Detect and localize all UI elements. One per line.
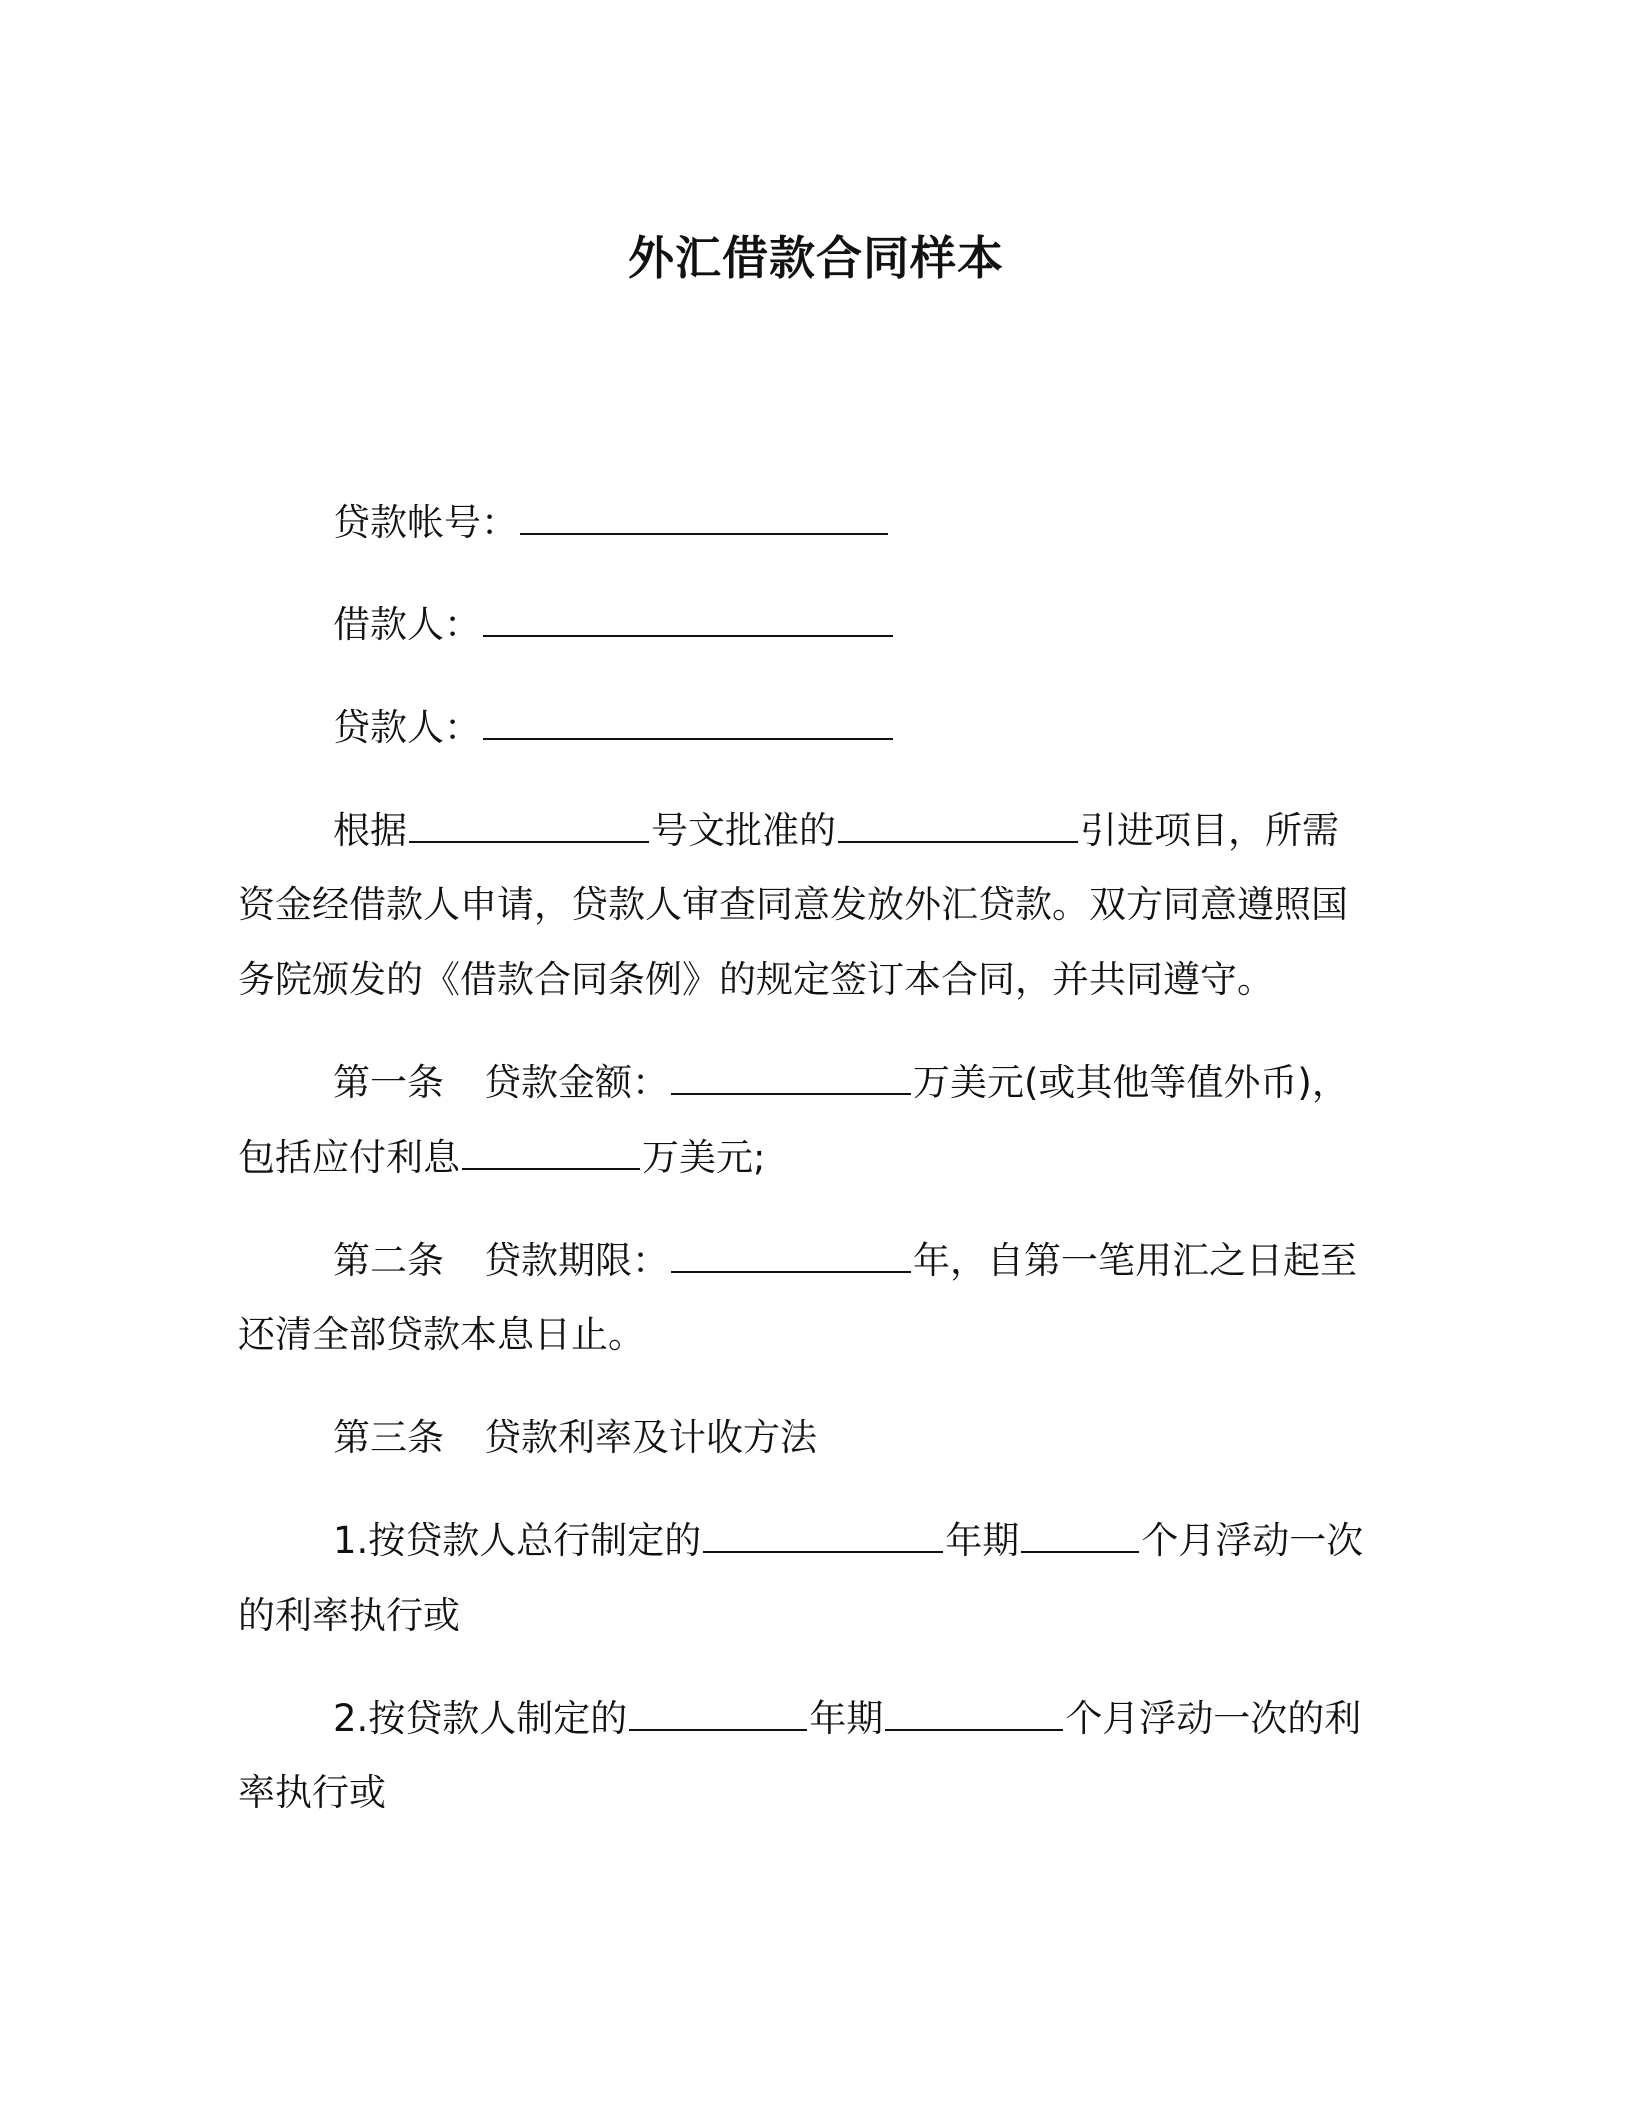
article-3-label: 贷款利率及计收方法	[484, 1416, 817, 1459]
preamble-text: 引进项目，所需	[1080, 809, 1339, 852]
float-months-blank-1	[1021, 1521, 1139, 1553]
loan-account-blank	[520, 503, 888, 535]
lender-rate-blank	[629, 1699, 807, 1731]
document-title: 外汇借款合同样本	[628, 231, 1004, 285]
lender-field	[333, 703, 895, 753]
article-1-text: 万美元(或其他等值外币)，	[913, 1061, 1349, 1104]
project-blank	[838, 811, 1078, 843]
lender-label: 贷款人：	[333, 706, 481, 749]
article-3-text: 1.按贷款人总行制定的	[333, 1519, 702, 1562]
loan-account-field	[333, 498, 890, 548]
article-2-label: 贷款期限：	[484, 1239, 669, 1282]
preamble-text: 根据	[333, 809, 407, 852]
borrower-field	[333, 600, 895, 650]
article-2-text: 年，自第一笔用汇之日起至	[913, 1239, 1357, 1282]
article-2-heading: 第二条	[333, 1239, 444, 1282]
preamble-text: 号文批准的	[651, 809, 836, 852]
preamble-line-3: 务院颁发的《借款合同条例》的规定签订本合同，并共同遵守。	[238, 958, 1274, 1001]
article-2-line-2: 还清全部贷款本息日止。	[238, 1313, 645, 1356]
article-1-text: 包括应付利息	[238, 1136, 460, 1179]
loan-term-blank	[671, 1241, 911, 1273]
borrower-label: 借款人：	[333, 603, 481, 646]
preamble-line-1	[333, 806, 1339, 856]
article-1-heading: 第一条	[333, 1061, 444, 1104]
float-months-blank-2	[885, 1699, 1063, 1731]
interest-amount-blank	[462, 1138, 640, 1170]
borrower-blank	[483, 605, 893, 637]
article-3-item-2-line-1	[333, 1694, 1361, 1744]
article-3-item-2-line-2: 率执行或	[238, 1771, 386, 1814]
article-3-heading: 第三条	[333, 1416, 444, 1459]
article-3-text: 年期	[945, 1519, 1020, 1562]
article-1-label: 贷款金额：	[484, 1061, 669, 1104]
article-3-item-1-line-1	[333, 1516, 1363, 1566]
head-office-rate-blank	[703, 1521, 943, 1553]
article-2-line-1	[333, 1236, 1357, 1286]
preamble-line-2: 资金经借款人申请，贷款人审查同意发放外汇贷款。双方同意遵照国	[238, 883, 1348, 926]
article-3-text: 个月浮动一次的利	[1065, 1697, 1362, 1740]
article-1-line-1	[333, 1058, 1349, 1108]
article-1-text: 万美元;	[642, 1136, 766, 1179]
article-3-text: 年期	[809, 1697, 884, 1740]
article-3-text: 2.按贷款人制定的	[333, 1697, 628, 1740]
loan-amount-blank	[671, 1063, 911, 1095]
lender-blank	[483, 708, 893, 740]
article-3-text: 个月浮动一次	[1141, 1519, 1364, 1562]
article-3-heading-line	[333, 1413, 817, 1463]
article-3-item-1-line-2: 的利率执行或	[238, 1594, 460, 1637]
article-1-line-2	[238, 1133, 765, 1183]
loan-account-label: 贷款帐号：	[333, 501, 518, 544]
approval-number-blank	[409, 811, 649, 843]
